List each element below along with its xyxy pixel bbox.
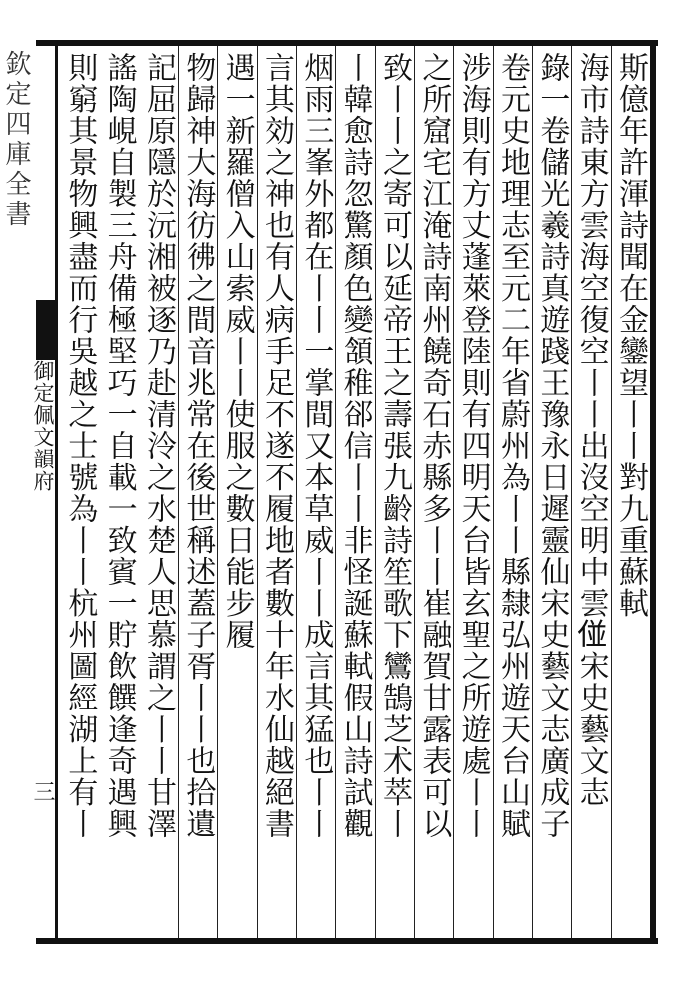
page-number: 三 (30, 780, 55, 802)
text-column-13: 記屈原隱於沅湘被逐乃赴清泠之水楚人思慕謂之丨丨甘澤 (140, 52, 176, 840)
text-column-3: 錄一卷儲光羲詩真遊踐王豫永日遲靈仙宋史藝文志廣成子 (534, 52, 570, 840)
text-column-4: 卷元史地理志至元二年省蔚州為丨丨縣隸弘州遊天台山賦 (494, 52, 530, 840)
text-column-15: 則窮其景物興盡而行吳越之士號為丨丨杭州圖經湖上有丨 (62, 52, 98, 840)
frame-right-border (650, 40, 656, 944)
fishtail-mark (36, 300, 56, 360)
text-column-9: 烟雨三峯外都在丨丨一掌間又本草威丨丨成言其猛也丨丨 (298, 52, 334, 840)
text-column-7: 致丨丨之寄可以延帝王之壽張九齡詩笙歌下鸞鵠芝术萃丨 (376, 52, 412, 840)
text-column-11: 遇一新羅僧入山索威丨丨使服之數日能步履 (219, 52, 255, 651)
text-column-5: 涉海則有方丈蓬萊登陸則有四明天台皆玄聖之所遊處丨丨 (455, 52, 491, 840)
text-column-8: 丨韓愈詩忽驚顏色變頷稚郤信丨丨非怪誕蘇軾假山詩試觀 (337, 52, 373, 840)
volume-title: 御定佩文韻府 (31, 360, 55, 492)
text-column-6: 之所窟宅江淹詩南州饒奇石赤縣多丨丨崔融賀甘露表可以 (416, 52, 452, 840)
frame-top-border (36, 40, 658, 46)
book-title: 欽定四庫全書 (1, 50, 31, 230)
frame-bottom-border (36, 938, 658, 944)
text-column-10: 言其効之神也有人病手足不遂不履地者數十年水仙越絕書 (258, 52, 294, 840)
text-column-12: 物歸神大海彷彿之間音兆常在後世稱述蓋子胥丨丨也拾遺 (180, 52, 216, 840)
text-column-2: 海市詩東方雲海空復空丨丨出沒空明中雲𠊧宋史藝文志 (573, 52, 609, 808)
text-column-1: 斯億年許渾詩聞在金鑾望丨丨對九重蘇軾 (612, 52, 648, 619)
text-column-14: 謠陶峴自製三舟備極堅巧一自載一致賓一貯飲饌逢奇遇興 (101, 52, 137, 840)
